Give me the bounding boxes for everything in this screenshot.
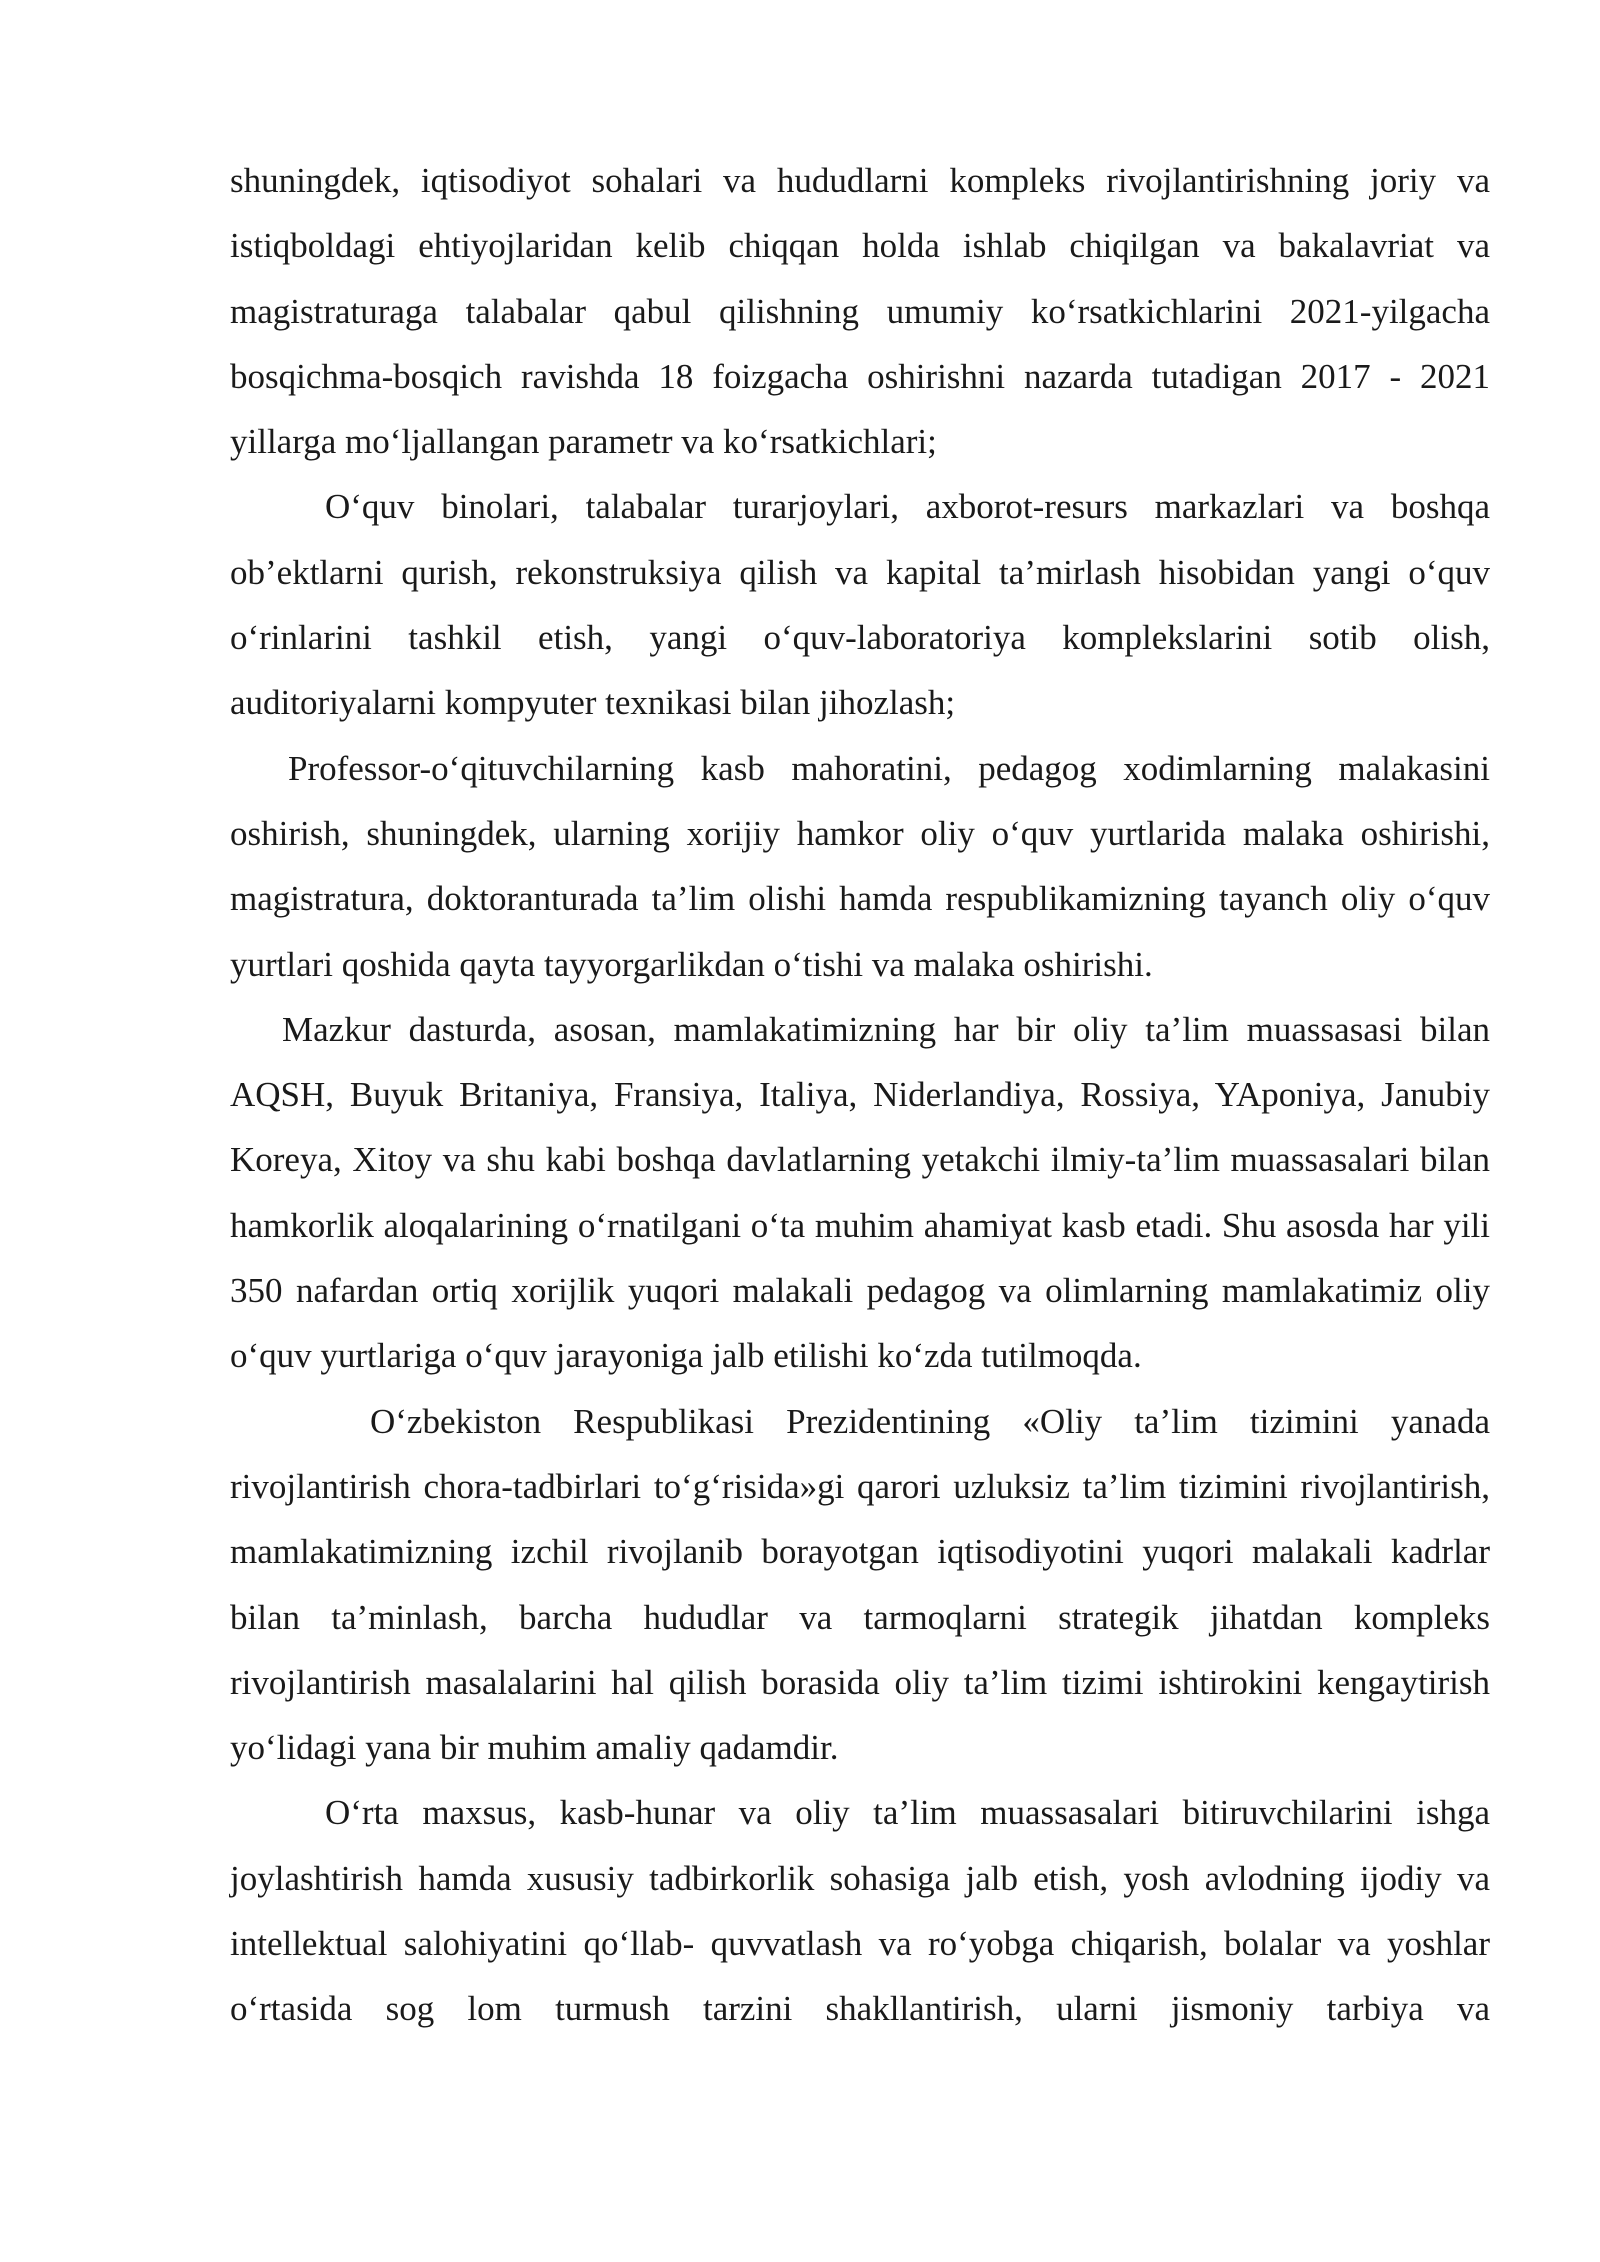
paragraph-professors: Professor-o‘qituvchilarning kasb mahoratini, pedagog xodimlarning malakasini oshirish, shuningdek, ularning xorijiy hamkor oliy o‘quv yurtlarida malaka oshirishi, magistratura, doktoranturada ta’lim olishi hamda respublikamizning tayanch oliy o‘quv yurtlari qoshida qayta tayyorgarlikdan o‘tishi va malaka oshirishi. <box>230 748 1490 984</box>
paragraph-presidential-decree: O‘zbekiston Respublikasi Prezidentining «Oliy ta’lim tizimini yanada rivojlantirish chora-tadbirlari to‘g‘risida»gi qarori uzluksiz ta’lim tizimini rivojlantirish, mamlakatimizning izchil rivojlanib borayotgan iqtisodiyotini yuqori malakali kadrlar bilan ta’minlash, barcha hududlar va tarmoqlarni strategik jihatdan kompleks rivojlantirish masalalarini hal qilish borasida oliy ta’lim tizimi ishtirokini kengaytirish yo‘lidagi yana bir muhim amaliy qadamdir. <box>230 1401 1490 1768</box>
paragraph-infrastructure: O‘quv binolari, talabalar turarjoylari, axborot-resurs markazlari va boshqa ob’ektlarni qurish, rekonstruksiya qilish va kapital ta’mirlash hisobidan yangi o‘quv o‘rinlarini tashkil etish, yangi o‘quv-laboratoriya komplekslarini sotib olish, auditoriyalarni kompyuter texnikasi bilan jihozlash; <box>230 487 1490 723</box>
paragraph-graduates: O‘rta maxsus, kasb-hunar va oliy ta’lim muassasalari bitiruvchilarini ishga joylashtirish hamda xususiy tadbirkorlik sohasiga jalb etish, yosh avlodning ijodiy va intellektual salohiyatini qo‘llab- quvvatlash va ro‘yobga chiqarish, bolalar va yoshlar o‘rtasida sog lom turmush tarzini shakllantirish, ularni jismoniy tarbiya va <box>230 1793 1490 2029</box>
paragraph-international-cooperation: Mazkur dasturda, asosan, mamlakatimizning har bir oliy ta’lim muassasasi bilan AQSH, Buyuk Britaniya, Fransiya, Italiya, Niderlandiya, Rossiya, YAponiya, Janubiy Koreya, Xitoy va shu kabi boshqa davlatlarning yetakchi ilmiy-ta’lim muassasalari bilan hamkorlik aloqalarining o‘rnatilgani o‘ta muhim ahamiyat kasb etadi. Shu asosda har yili 350 nafardan ortiq xorijlik yuqori malakali pedagog va olimlarning mamlakatimiz oliy o‘quv yurtlariga o‘quv jarayoniga jalb etilishi ko‘zda tutilmoqda. <box>230 1009 1490 1376</box>
document-body <box>230 148 1490 2042</box>
paragraph-continuation: shuningdek, iqtisodiyot sohalari va hududlarni kompleks rivojlantirishning joriy va istiqboldagi ehtiyojlaridan kelib chiqqan holda ishlab chiqilgan va bakalavriat va magistraturaga talabalar qabul qilishning umumiy ko‘rsatkichlarini 2021-yilgacha bosqichma-bosqich ravishda 18 foizgacha oshirishni nazarda tutadigan 2017 - 2021 yillarga mo‘ljallangan parametr va ko‘rsatkichlari; <box>230 161 1490 462</box>
